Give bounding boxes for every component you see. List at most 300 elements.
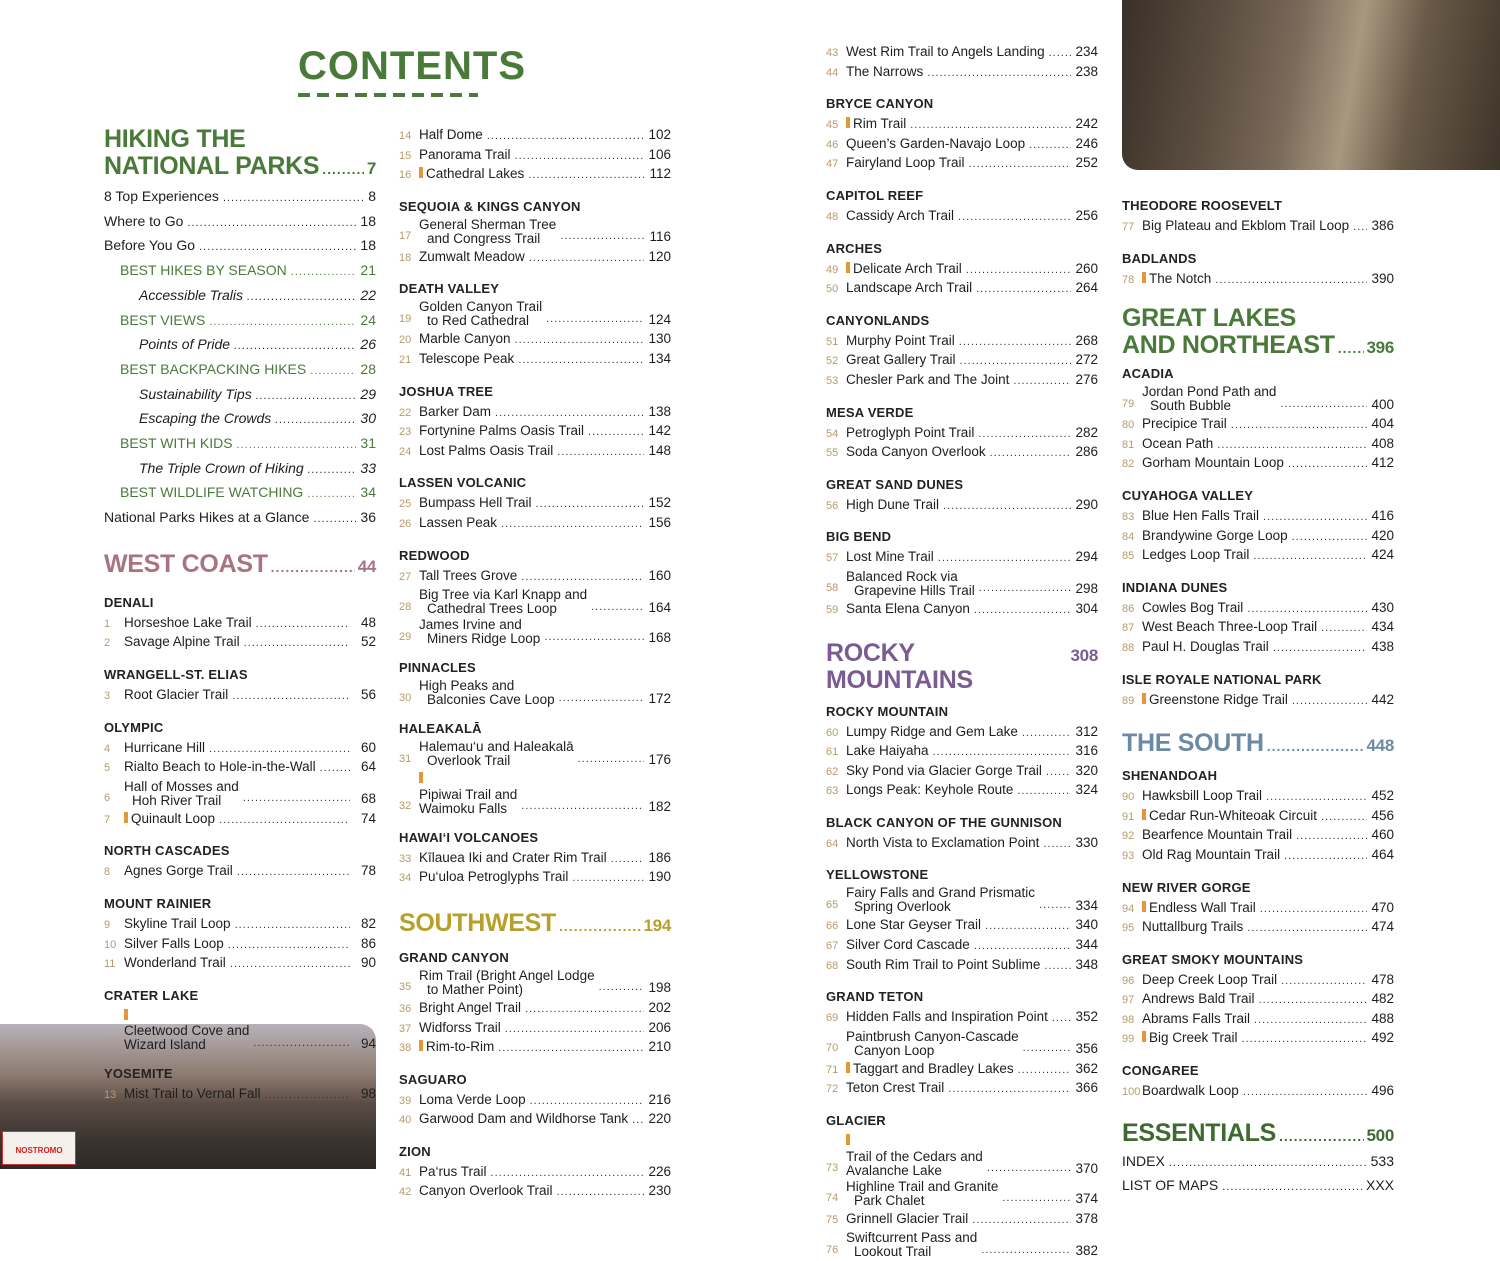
trail-entry[interactable]	[1122, 971, 1394, 991]
leader-dots	[990, 445, 1072, 463]
west-coast-list-2	[399, 112, 671, 888]
trail-title-wrap	[846, 63, 1075, 83]
trail-title-wrap	[419, 1163, 648, 1183]
trail-title-wrap	[124, 915, 354, 935]
trail-entry[interactable]	[826, 548, 1098, 568]
trail-title-wrap	[419, 618, 648, 646]
trail-entry[interactable]	[399, 1110, 671, 1130]
leader-dots	[972, 1212, 1071, 1230]
trail-entry[interactable]	[104, 1085, 376, 1105]
trail-title: Lassen Peak	[419, 514, 498, 530]
entry-title: BEST WITH KIDS	[120, 435, 233, 452]
trail-title	[419, 588, 587, 616]
trail-entry[interactable]	[826, 260, 1098, 280]
toc-entry[interactable]	[104, 210, 376, 235]
trail-title	[419, 770, 517, 816]
trail-number: 30	[399, 691, 412, 704]
trail-page: 168	[648, 629, 671, 645]
trail-title: Telescope Peak	[419, 350, 515, 366]
trail-title-line: Spring Overlook	[854, 899, 951, 915]
trail-page: 298	[1075, 581, 1098, 597]
column-1	[104, 126, 376, 1105]
trail-number: 37	[399, 1022, 412, 1035]
leader-dots	[244, 635, 350, 653]
trail-title-lines	[419, 679, 555, 707]
leader-dots	[219, 812, 350, 830]
trail-title-wrap	[1142, 807, 1371, 827]
trail-entry[interactable]	[826, 424, 1098, 444]
trail-page: 56	[360, 687, 376, 703]
trail-entry[interactable]	[399, 999, 671, 1019]
trail-entry[interactable]	[826, 1132, 1098, 1178]
trail-entry[interactable]	[1122, 599, 1394, 619]
trail-title	[419, 679, 555, 707]
leader-dots	[632, 1112, 644, 1130]
trail-entry[interactable]	[399, 422, 671, 442]
trail-entry[interactable]	[399, 218, 671, 246]
trail-page: 282	[1075, 424, 1098, 440]
trail-number: 49	[826, 263, 839, 276]
trail-title	[124, 1007, 249, 1053]
entry-page: 31	[360, 435, 376, 452]
trail-entry[interactable]	[1122, 1082, 1394, 1102]
leader-dots	[505, 1021, 645, 1039]
leader-dots	[487, 128, 645, 146]
trail-title-line: Jordan Pond Path and	[1142, 384, 1277, 400]
entry-title: LIST OF MAPS	[1122, 1177, 1219, 1194]
trail-entry[interactable]	[826, 135, 1098, 155]
trail-entry[interactable]	[104, 935, 376, 955]
section-the-south[interactable]: THE SOUTH ..... 448	[1122, 730, 1394, 760]
trail-entry[interactable]	[1122, 899, 1394, 919]
trail-title-wrap	[846, 424, 1075, 444]
entry-title: Sustainability Tips	[139, 385, 252, 402]
park-heading: WRANGELL-ST. ELIAS	[104, 667, 248, 683]
trail-title: Rim-to-Rim	[419, 1038, 494, 1056]
trail-title: Endless Wall Trail	[1142, 899, 1256, 917]
trail-title: Old Rag Mountain Trail	[1142, 846, 1281, 862]
trail-title: Longs Peak: Keyhole Route	[846, 782, 1014, 798]
trail-title: Lake Haiyaha	[846, 743, 929, 759]
toc-entry[interactable]	[104, 309, 376, 334]
trail-title: Mist Trail to Vernal Fall	[124, 1086, 261, 1102]
park-heading: HAWAI‘I VOLCANOES	[399, 829, 539, 845]
trail-entry[interactable]	[1122, 454, 1394, 474]
trail-entry[interactable]	[1122, 691, 1394, 711]
trail-entry[interactable]	[826, 332, 1098, 352]
trail-entry[interactable]	[1122, 385, 1394, 413]
trail-entry[interactable]	[104, 780, 376, 808]
leader-dots	[1215, 272, 1367, 290]
trail-entry[interactable]	[826, 600, 1098, 620]
trail-title-wrap	[846, 570, 1075, 598]
park-heading: BIG BEND	[826, 529, 892, 545]
trail-title: Wonderland Trail	[124, 955, 226, 971]
toc-entry[interactable]	[104, 432, 376, 457]
toc-entry[interactable]	[104, 259, 376, 284]
trail-title: Loma Verde Loop	[419, 1091, 526, 1107]
trail-title: Skyline Trail Loop	[124, 916, 231, 931]
leader-dots	[525, 1001, 644, 1019]
trail-title	[846, 1030, 1019, 1058]
trail-number: 9	[104, 919, 111, 931]
leader-dots	[308, 459, 357, 482]
trail-page: 86	[360, 935, 376, 951]
trail-entry[interactable]	[104, 758, 376, 778]
trail-number: 18	[399, 251, 412, 264]
trail-entry[interactable]	[399, 868, 671, 888]
trail-entry[interactable]	[1122, 990, 1394, 1010]
trail-number: 88	[1122, 641, 1135, 654]
trail-title-wrap	[846, 496, 1075, 516]
toc-entry[interactable]	[104, 333, 376, 358]
trail-number: 94	[1122, 902, 1135, 915]
trail-number: 43	[826, 47, 839, 59]
park-heading: MESA VERDE	[826, 404, 914, 420]
trail-entry[interactable]	[399, 1019, 671, 1039]
entry-title: BEST VIEWS	[120, 311, 206, 328]
featured-marker	[1142, 272, 1146, 283]
trail-title: Barker Dam	[419, 403, 492, 419]
trail-entry[interactable]	[826, 1008, 1098, 1028]
trail-entry[interactable]	[399, 494, 671, 514]
toc-entry[interactable]	[104, 506, 376, 531]
entry-title: 8 Top Experiences	[104, 188, 219, 204]
trail-number: 21	[399, 353, 412, 366]
trail-number: 80	[1122, 419, 1135, 432]
leader-dots	[938, 550, 1072, 568]
trail-entry[interactable]	[1122, 826, 1394, 846]
leader-dots	[1263, 509, 1367, 527]
trail-number: 42	[399, 1186, 412, 1199]
trail-number: 79	[1122, 397, 1135, 410]
trail-title-wrap	[846, 1008, 1075, 1028]
trail-entry[interactable]	[1122, 415, 1394, 435]
trail-title: Widforss Trail	[419, 1019, 501, 1035]
trail-entry[interactable]	[826, 570, 1098, 598]
leader-dots	[1266, 789, 1367, 807]
featured-marker	[846, 117, 850, 128]
toc-entry[interactable]	[104, 407, 376, 432]
trail-number: 99	[1122, 1033, 1135, 1046]
trail-page: 210	[648, 1039, 671, 1055]
leader-dots	[1284, 848, 1367, 866]
trail-entry[interactable]	[399, 1038, 671, 1058]
trail-number: 63	[826, 785, 839, 798]
trail-number: 45	[826, 119, 839, 132]
park-heading: GREAT SAND DUNES	[826, 476, 964, 492]
leader-dots	[611, 851, 645, 869]
trail-entry[interactable]	[399, 126, 671, 146]
trail-entry[interactable]	[1122, 1010, 1394, 1030]
trail-entry[interactable]	[399, 770, 671, 816]
trail-title: Gorham Mountain Loop	[1142, 455, 1284, 471]
trail-title: Deep Creek Loop Trail	[1142, 971, 1278, 987]
trail-entry[interactable]	[399, 849, 671, 869]
trail-entry[interactable]	[826, 936, 1098, 956]
leader-dots	[591, 599, 644, 617]
trail-entry[interactable]	[399, 165, 671, 185]
trail-entry[interactable]	[104, 810, 376, 830]
trail-number: 91	[1122, 810, 1135, 823]
trail-entry[interactable]	[399, 442, 671, 462]
section-southwest[interactable]: SOUTHWEST ..... 194	[399, 910, 671, 940]
trail-title: Pa‘rus Trail	[419, 1163, 487, 1179]
trail-title: Lost Palms Oasis Trail	[419, 442, 554, 458]
trail-title-lines	[846, 1030, 1019, 1058]
trail-title-wrap	[1142, 691, 1371, 711]
trail-title-wrap	[419, 126, 648, 146]
trail-entry[interactable]	[399, 146, 671, 166]
section-west-coast[interactable]: WEST COAST ..... 44	[104, 551, 376, 581]
trail-title: Soda Canyon Overlook	[846, 444, 986, 460]
featured-marker	[1142, 693, 1146, 704]
leader-dots	[544, 629, 644, 647]
trail-entry[interactable]	[399, 567, 671, 587]
trail-title-wrap	[419, 300, 648, 328]
trail-entry[interactable]	[1122, 918, 1394, 938]
trail-number: 53	[826, 374, 839, 387]
trail-entry[interactable]	[1122, 1029, 1394, 1049]
trail-entry[interactable]	[399, 1182, 671, 1202]
trail-entry[interactable]	[826, 371, 1098, 391]
trail-entry[interactable]	[826, 496, 1098, 516]
trail-title-wrap	[1142, 971, 1371, 991]
trail-entry[interactable]	[1122, 618, 1394, 638]
leader-dots	[275, 409, 356, 432]
trail-title-wrap	[1142, 1082, 1371, 1102]
trail-title: South Rim Trail to Point Sublime	[846, 956, 1041, 972]
trail-entry[interactable]	[826, 916, 1098, 936]
trail-title-line: Highline Trail and Granite	[846, 1178, 999, 1194]
leader-dots	[1017, 783, 1071, 801]
trail-entry[interactable]	[826, 1180, 1098, 1208]
trail-entry[interactable]	[826, 63, 1098, 83]
trail-title-line: Balanced Rock via	[846, 568, 958, 584]
trail-title: Teton Crest Trail	[846, 1080, 945, 1096]
trail-entry[interactable]	[826, 742, 1098, 762]
trail-number: 82	[1122, 458, 1135, 471]
toc-entry[interactable]	[104, 234, 376, 259]
trail-title-wrap	[419, 494, 648, 514]
trail-entry[interactable]	[399, 300, 671, 328]
trail-title-wrap	[846, 371, 1075, 391]
park-heading: JOSHUA TREE	[399, 383, 494, 399]
entry-title: The Triple Crown of Hiking	[139, 459, 304, 476]
trail-title: Grinnell Glacier Trail	[846, 1210, 969, 1226]
trail-number: 68	[826, 959, 839, 972]
section-great-lakes-northeast[interactable]: GREAT LAKES AND NORTHEAST ..... 396	[1122, 305, 1394, 362]
trail-entry[interactable]	[826, 956, 1098, 976]
trail-entry[interactable]	[104, 633, 376, 653]
trail-title-wrap	[124, 739, 354, 759]
trail-title-wrap	[419, 999, 648, 1019]
toc-entry[interactable]	[104, 383, 376, 408]
featured-marker	[1142, 901, 1146, 912]
trail-title-line: Swiftcurrent Pass and	[846, 1230, 978, 1246]
trail-page: 234	[1075, 44, 1098, 59]
trail-entry[interactable]	[1122, 435, 1394, 455]
trail-entry[interactable]	[399, 1163, 671, 1183]
trail-entry[interactable]	[826, 207, 1098, 227]
leader-dots	[1296, 828, 1367, 846]
trail-number: 87	[1122, 622, 1135, 635]
leader-dots	[557, 1184, 645, 1202]
park-heading: CUYAHOGA VALLEY	[1122, 487, 1254, 503]
trail-title: Agnes Gorge Trail	[124, 863, 233, 879]
trail-entry[interactable]	[399, 618, 671, 646]
southwest-list-2	[826, 29, 1098, 620]
leader-dots	[529, 250, 645, 268]
trail-entry[interactable]	[104, 862, 376, 882]
trail-entry[interactable]	[826, 762, 1098, 782]
leader-dots	[515, 148, 645, 166]
leader-dots	[223, 187, 364, 210]
trail-entry[interactable]	[399, 1091, 671, 1111]
trail-title-line: Big Tree via Karl Knapp and	[419, 587, 588, 603]
publisher-logo: NOSTROMO	[2, 1131, 76, 1165]
trail-page: 478	[1371, 971, 1394, 987]
trail-page: 470	[1371, 899, 1394, 915]
trail-entry[interactable]	[399, 403, 671, 423]
trail-entry[interactable]	[399, 679, 671, 707]
trail-page: 330	[1075, 834, 1098, 850]
leader-dots	[530, 1093, 645, 1111]
trail-entry[interactable]	[104, 1007, 376, 1053]
trail-entry[interactable]	[826, 43, 1098, 63]
leader-dots	[498, 1040, 644, 1058]
southwest-list-1	[399, 950, 671, 1202]
trail-page: 102	[648, 127, 671, 142]
trail-entry[interactable]	[826, 834, 1098, 854]
section-rocky-mountains[interactable]: ROCKY MOUNTAINS 308	[826, 638, 1098, 694]
trail-entry[interactable]	[826, 1210, 1098, 1230]
trail-title: Quinault Loop	[124, 810, 215, 828]
trail-title-lines	[419, 618, 540, 646]
park-heading: BRYCE CANYON	[826, 96, 934, 112]
park-heading: LASSEN VOLCANIC	[399, 475, 527, 491]
essentials-entry[interactable]	[1122, 1174, 1394, 1199]
trail-entry[interactable]	[826, 1079, 1098, 1099]
trail-page: 164	[648, 599, 671, 615]
trail-page: 482	[1371, 991, 1394, 1007]
trail-title-line: to Red Cathedral	[427, 313, 530, 329]
trail-entry[interactable]	[399, 969, 671, 997]
trail-entry[interactable]	[1122, 217, 1394, 237]
trail-entry[interactable]	[1122, 270, 1394, 290]
trail-title: Lumpy Ridge and Gem Lake	[846, 723, 1018, 739]
leader-dots	[518, 352, 644, 370]
trail-title-line: Overlook Trail	[427, 753, 511, 769]
trail-entry[interactable]	[826, 1060, 1098, 1080]
trail-title-line: Grapevine Hills Trail	[854, 582, 975, 598]
trail-title-wrap	[419, 442, 648, 462]
entry-page: 18	[360, 237, 376, 254]
trail-title-wrap	[1142, 826, 1371, 846]
trail-entry[interactable]	[1122, 638, 1394, 658]
trail-title-line: South Bubble	[1150, 398, 1232, 414]
featured-marker	[846, 1134, 850, 1145]
leader-dots	[320, 760, 350, 778]
toc-entry[interactable]	[104, 457, 376, 482]
trail-number: 27	[399, 570, 412, 583]
trail-entry[interactable]	[399, 330, 671, 350]
park-heading: BLACK CANYON OF THE GUNNISON	[826, 814, 1062, 830]
trail-page: 456	[1371, 807, 1394, 823]
trail-number: 19	[399, 312, 412, 325]
park-heading: DENALI	[104, 594, 154, 610]
leader-dots	[1253, 548, 1367, 566]
trail-page: 320	[1075, 762, 1098, 778]
trail-title-wrap	[419, 248, 648, 268]
park-heading: SEQUOIA & KINGS CANYON	[399, 198, 581, 214]
section-hiking-national-parks[interactable]: HIKING THE NATIONAL PARKS ..... 7	[104, 126, 376, 183]
trail-entry[interactable]	[1122, 546, 1394, 566]
trail-title: Cathedral Lakes	[419, 165, 524, 183]
trail-entry[interactable]	[826, 443, 1098, 463]
leader-dots	[1254, 1012, 1367, 1030]
trail-page: 64	[360, 759, 376, 775]
trail-title: Cassidy Arch Trail	[846, 207, 955, 223]
leader-dots	[969, 156, 1072, 174]
trail-entry[interactable]	[104, 739, 376, 759]
trail-title-line: Fairy Falls and Grand Prismatic	[846, 885, 1036, 901]
trail-entry[interactable]	[399, 740, 671, 768]
trail-entry[interactable]	[399, 350, 671, 370]
leader-dots	[927, 65, 1071, 83]
trail-entry[interactable]	[826, 723, 1098, 743]
trail-entry[interactable]	[826, 351, 1098, 371]
trail-number: 26	[399, 517, 412, 530]
leader-dots	[243, 790, 350, 808]
trail-entry[interactable]	[399, 588, 671, 616]
trail-title-wrap	[419, 849, 648, 869]
essentials-entry[interactable]	[1122, 1150, 1394, 1175]
trail-entry[interactable]	[1122, 807, 1394, 827]
trail-entry[interactable]	[826, 115, 1098, 135]
trail-entry[interactable]	[399, 248, 671, 268]
trail-entry[interactable]	[826, 279, 1098, 299]
toc-entry[interactable]	[104, 481, 376, 506]
trail-entry[interactable]	[826, 1030, 1098, 1058]
trail-entry[interactable]	[104, 686, 376, 706]
leader-dots	[1043, 836, 1071, 854]
toc-entry[interactable]	[104, 284, 376, 309]
trail-title-wrap	[846, 260, 1075, 280]
trail-title-wrap	[124, 862, 354, 882]
trail-entry[interactable]	[826, 1231, 1098, 1259]
trail-entry[interactable]	[1122, 787, 1394, 807]
trail-entry[interactable]	[104, 614, 376, 634]
trail-entry[interactable]	[399, 514, 671, 534]
toc-entry[interactable]	[104, 358, 376, 383]
toc-entry[interactable]	[104, 185, 376, 210]
trail-entry[interactable]	[1122, 846, 1394, 866]
trail-title	[846, 1132, 983, 1178]
trail-title: Panorama Trail	[419, 146, 511, 162]
trail-title-wrap	[846, 1231, 1075, 1259]
trail-entry[interactable]	[826, 886, 1098, 914]
trail-entry[interactable]	[826, 781, 1098, 801]
trail-entry[interactable]	[1122, 507, 1394, 527]
trail-entry[interactable]	[104, 915, 376, 935]
trail-page: 252	[1075, 155, 1098, 171]
trail-entry[interactable]	[1122, 527, 1394, 547]
section-essentials[interactable]: ESSENTIALS ..... 500	[1122, 1120, 1394, 1150]
trail-title-wrap	[846, 548, 1075, 568]
trail-entry[interactable]	[104, 954, 376, 974]
trail-entry[interactable]	[826, 154, 1098, 174]
